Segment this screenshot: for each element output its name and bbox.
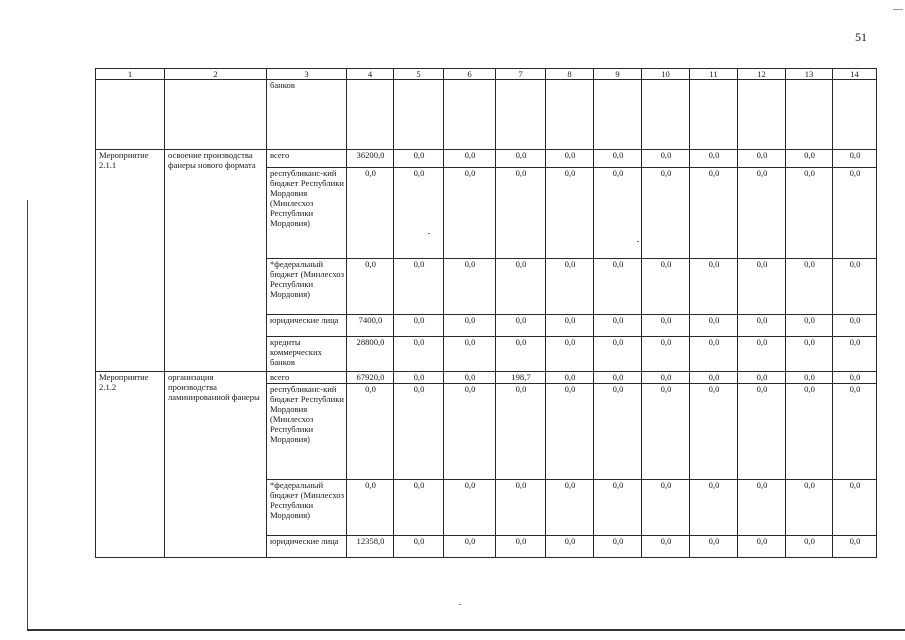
value-cell: 0,0 xyxy=(690,384,738,480)
measure-name-cell: организация производства ламинированной фанеры xyxy=(165,372,267,558)
source-cell: банков xyxy=(267,80,347,150)
value-cell: 0,0 xyxy=(833,372,877,384)
value-cell xyxy=(496,80,546,150)
scan-speck xyxy=(428,233,430,234)
value-cell xyxy=(444,80,496,150)
value-cell: 0,0 xyxy=(738,372,786,384)
value-cell: 0,0 xyxy=(833,480,877,536)
funding-table xyxy=(95,68,877,558)
value-cell: 0,0 xyxy=(394,337,444,372)
value-cell: 0,0 xyxy=(347,259,394,315)
value-cell xyxy=(642,80,690,150)
value-cell xyxy=(690,80,738,150)
value-cell: 0,0 xyxy=(690,168,738,259)
scan-corner-mark xyxy=(893,9,903,10)
header-cell: 13 xyxy=(786,69,833,80)
value-cell: 0,0 xyxy=(642,259,690,315)
scan-speck xyxy=(637,241,639,242)
continuation-row xyxy=(96,80,877,150)
value-cell: 0,0 xyxy=(546,150,594,168)
value-cell: 0,0 xyxy=(594,150,642,168)
value-cell: 0,0 xyxy=(690,315,738,337)
value-cell: 0,0 xyxy=(786,315,833,337)
value-cell: 0,0 xyxy=(594,536,642,558)
value-cell: 0,0 xyxy=(444,372,496,384)
source-cell: *федеральный бюджет (Минлесхоз Республики Мордовия) xyxy=(267,259,347,315)
value-cell: 0,0 xyxy=(444,168,496,259)
value-cell: 0,0 xyxy=(786,337,833,372)
value-cell: 0,0 xyxy=(642,315,690,337)
value-cell: 0,0 xyxy=(546,168,594,259)
value-cell: 0,0 xyxy=(690,536,738,558)
header-cell: 14 xyxy=(833,69,877,80)
value-cell: 0,0 xyxy=(594,259,642,315)
value-cell: 0,0 xyxy=(444,337,496,372)
value-cell: 0,0 xyxy=(786,536,833,558)
value-cell: 0,0 xyxy=(444,536,496,558)
source-cell: всего xyxy=(267,372,347,384)
source-cell: республиканс-кий бюджет Республики Мордовия (Минлесхоз Республики Мордовия) xyxy=(267,168,347,259)
scan-edge-left xyxy=(27,200,28,630)
header-cell: 8 xyxy=(546,69,594,80)
value-cell: 0,0 xyxy=(786,372,833,384)
value-cell: 0,0 xyxy=(394,315,444,337)
value-cell xyxy=(347,80,394,150)
value-cell: 0,0 xyxy=(690,337,738,372)
source-cell: республиканс-кий бюджет Республики Мордовия (Минлесхоз Республики Мордовия) xyxy=(267,384,347,480)
value-cell xyxy=(833,80,877,150)
value-cell: 0,0 xyxy=(690,480,738,536)
value-cell: 0,0 xyxy=(833,315,877,337)
value-cell: 198,7 xyxy=(496,372,546,384)
value-cell: 0,0 xyxy=(546,315,594,337)
value-cell: 12358,0 xyxy=(347,536,394,558)
value-cell: 0,0 xyxy=(642,372,690,384)
value-cell: 0,0 xyxy=(738,536,786,558)
value-cell: 0,0 xyxy=(833,337,877,372)
header-cell: 4 xyxy=(347,69,394,80)
value-cell: 0,0 xyxy=(444,259,496,315)
value-cell: 0,0 xyxy=(642,536,690,558)
value-cell: 0,0 xyxy=(546,536,594,558)
header-cell: 11 xyxy=(690,69,738,80)
header-cell: 7 xyxy=(496,69,546,80)
value-cell: 0,0 xyxy=(394,259,444,315)
source-cell: *федеральный бюджет (Минлесхоз Республики Мордовия) xyxy=(267,480,347,536)
value-cell: 0,0 xyxy=(690,372,738,384)
header-row xyxy=(96,69,877,80)
value-cell: 36200,0 xyxy=(347,150,394,168)
value-cell: 0,0 xyxy=(642,150,690,168)
value-cell: 0,0 xyxy=(496,315,546,337)
value-cell: 0,0 xyxy=(594,372,642,384)
value-cell: 0,0 xyxy=(738,168,786,259)
header-cell: 1 xyxy=(96,69,165,80)
value-cell: 0,0 xyxy=(642,384,690,480)
value-cell: 0,0 xyxy=(738,480,786,536)
value-cell xyxy=(738,80,786,150)
value-cell: 0,0 xyxy=(546,337,594,372)
value-cell: 0,0 xyxy=(394,384,444,480)
value-cell: 0,0 xyxy=(594,480,642,536)
value-cell: 0,0 xyxy=(496,150,546,168)
source-cell: кредиты коммерческих банков xyxy=(267,337,347,372)
header-cell: 9 xyxy=(594,69,642,80)
header-cell: 10 xyxy=(642,69,690,80)
header-cell: 6 xyxy=(444,69,496,80)
value-cell: 0,0 xyxy=(496,259,546,315)
header-cell: 2 xyxy=(165,69,267,80)
table-row xyxy=(96,372,877,384)
header-cell: 5 xyxy=(394,69,444,80)
scan-edge-bottom xyxy=(27,629,905,631)
value-cell: 0,0 xyxy=(786,480,833,536)
value-cell: 0,0 xyxy=(642,168,690,259)
value-cell: 0,0 xyxy=(786,150,833,168)
value-cell: 0,0 xyxy=(594,337,642,372)
measure-id-cell: Мероприятие 2.1.1 xyxy=(96,150,165,372)
value-cell: 0,0 xyxy=(546,384,594,480)
value-cell: 0,0 xyxy=(496,168,546,259)
measure-name-cell: освоение производства фанеры нового формата xyxy=(165,150,267,372)
source-cell: всего xyxy=(267,150,347,168)
value-cell: 0,0 xyxy=(594,168,642,259)
value-cell: 0,0 xyxy=(347,168,394,259)
measure-name-cell xyxy=(165,80,267,150)
value-cell xyxy=(394,80,444,150)
source-cell: юридические лица xyxy=(267,315,347,337)
value-cell: 28800,0 xyxy=(347,337,394,372)
value-cell: 0,0 xyxy=(738,337,786,372)
header-cell: 12 xyxy=(738,69,786,80)
value-cell: 0,0 xyxy=(738,315,786,337)
measure-id-cell xyxy=(96,80,165,150)
value-cell: 0,0 xyxy=(594,384,642,480)
table-row xyxy=(96,150,877,168)
value-cell: 0,0 xyxy=(347,480,394,536)
page-number: 51 xyxy=(855,30,867,44)
value-cell: 0,0 xyxy=(496,480,546,536)
value-cell: 0,0 xyxy=(394,168,444,259)
value-cell: 0,0 xyxy=(786,384,833,480)
value-cell: 0,0 xyxy=(738,150,786,168)
value-cell: 0,0 xyxy=(642,337,690,372)
value-cell: 0,0 xyxy=(690,259,738,315)
value-cell xyxy=(546,80,594,150)
value-cell: 0,0 xyxy=(738,259,786,315)
value-cell: 0,0 xyxy=(546,372,594,384)
value-cell: 0,0 xyxy=(738,384,786,480)
value-cell: 0,0 xyxy=(347,384,394,480)
value-cell: 0,0 xyxy=(394,480,444,536)
value-cell: 0,0 xyxy=(786,259,833,315)
value-cell: 7400,0 xyxy=(347,315,394,337)
header-cell: 3 xyxy=(267,69,347,80)
value-cell: 0,0 xyxy=(833,150,877,168)
value-cell: 0,0 xyxy=(690,150,738,168)
value-cell: 0,0 xyxy=(444,150,496,168)
value-cell: 0,0 xyxy=(444,315,496,337)
value-cell: 0,0 xyxy=(394,150,444,168)
value-cell: 0,0 xyxy=(496,337,546,372)
value-cell xyxy=(786,80,833,150)
value-cell: 0,0 xyxy=(833,259,877,315)
value-cell: 0,0 xyxy=(833,384,877,480)
value-cell: 0,0 xyxy=(833,536,877,558)
value-cell: 0,0 xyxy=(394,536,444,558)
measure-id-cell: Мероприятие 2.1.2 xyxy=(96,372,165,558)
value-cell: 0,0 xyxy=(444,480,496,536)
value-cell: 0,0 xyxy=(394,372,444,384)
value-cell: 67920,0 xyxy=(347,372,394,384)
value-cell: 0,0 xyxy=(594,315,642,337)
value-cell xyxy=(594,80,642,150)
value-cell: 0,0 xyxy=(496,536,546,558)
value-cell: 0,0 xyxy=(546,480,594,536)
scan-speck xyxy=(459,604,461,605)
value-cell: 0,0 xyxy=(546,259,594,315)
value-cell: 0,0 xyxy=(786,168,833,259)
value-cell: 0,0 xyxy=(833,168,877,259)
value-cell: 0,0 xyxy=(642,480,690,536)
value-cell: 0,0 xyxy=(444,384,496,480)
value-cell: 0,0 xyxy=(496,384,546,480)
source-cell: юридические лица xyxy=(267,536,347,558)
